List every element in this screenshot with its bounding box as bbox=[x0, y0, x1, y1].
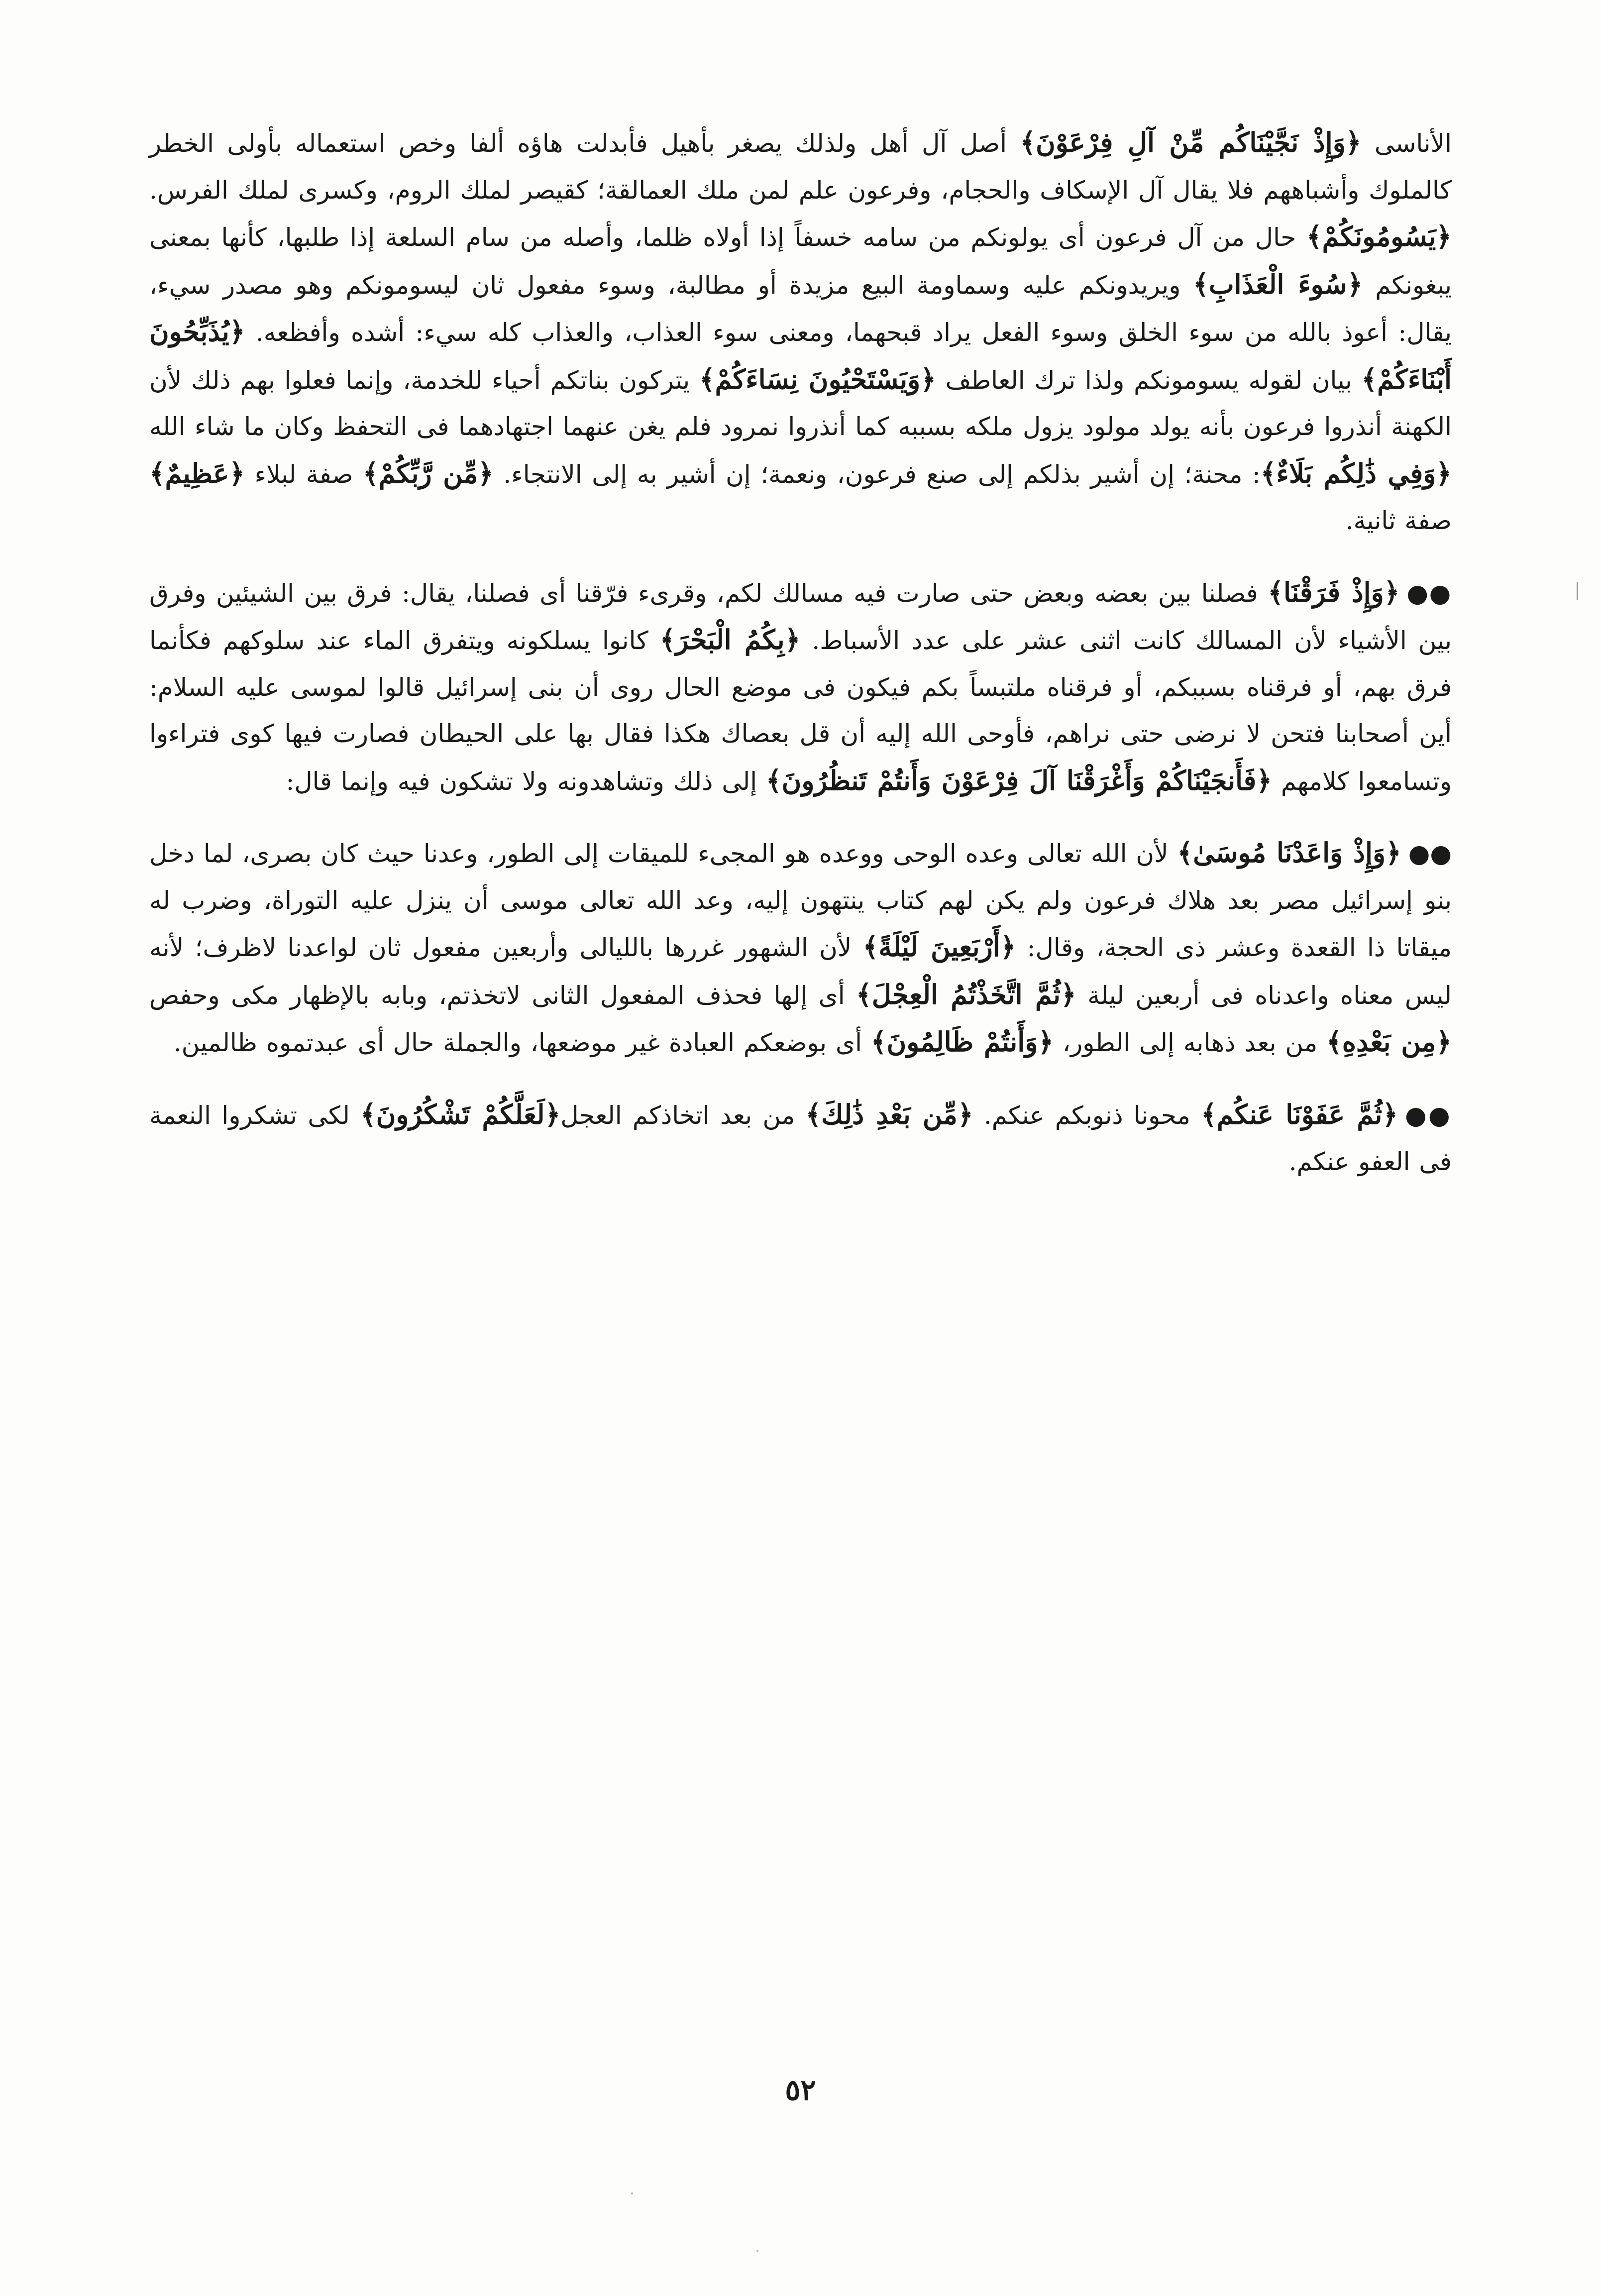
commentary-text: أصل آل أهل ولذلك يصغر بأهيل فأبدلت هاؤه ألفا وخص استعماله بأولى الخطر كالملوك وأشباههم فلا يقال آل الإسكاف والحجام، وفرعون علم لمن ملك العمالقة؛ كقيصر لملك الروم، وكسرى لملك الفرس. bbox=[149, 129, 1452, 205]
bullet-marker: ●● bbox=[1405, 1100, 1452, 1130]
commentary-text: محونا ذنوبكم عنكم. bbox=[973, 1100, 1201, 1130]
scan-speck bbox=[756, 2250, 758, 2252]
commentary-text: صفة ثانية. bbox=[1345, 506, 1452, 535]
commentary-text: إلى ذلك وتشاهدونه ولا تشكون فيه وإنما قال: bbox=[286, 766, 766, 796]
quran-quote: ﴿فَأَنجَيْنَاكُمْ وَأَغْرَقْنَا آلَ فِرْعَوْنَ وَأَنتُمْ تَنظُرُونَ﴾ bbox=[766, 764, 1272, 796]
quran-quote: ﴿ثُمَّ اتَّخَذْتُمُ الْعِجْلَ﴾ bbox=[856, 978, 1076, 1010]
scan-speck bbox=[631, 2192, 633, 2194]
quran-quote: ﴿مِن بَعْدِهِ﴾ bbox=[1326, 1026, 1452, 1058]
quran-quote: ﴿وَيَسْتَحْيُونَ نِسَاءَكُمْ﴾ bbox=[699, 363, 936, 395]
quran-quote: ﴿وَفِي ذَٰلِكُم بَلَاءٌ﴾ bbox=[1260, 457, 1452, 489]
quran-quote: ﴿مِّن رَّبِّكُمْ﴾ bbox=[363, 457, 494, 489]
commentary-text: يتركون بناتكم أحياء للخدمة، وإنما فعلوا بهم ذلك لأن الكهنة أنذروا فرعون بأنه يولد مولود يزول ملكه بسببه كما أنذروا نمرود فلم يغن عنهما اجتهادهما فى التحفظ وكان ما شاء الله bbox=[149, 365, 1452, 441]
commentary-text: صفة لبلاء bbox=[245, 459, 363, 489]
quran-quote: ﴿ثُمَّ عَفَوْنَا عَنكُم﴾ bbox=[1201, 1098, 1398, 1130]
quran-quote: ﴿وَإِذْ فَرَقْنَا﴾ bbox=[1268, 576, 1400, 608]
commentary-text: لأن الشهور غررها بالليالى وأربعين مفعول ثان لواعدنا لاظرف؛ لأنه ليس معناه واعدناه فى أربعين ليلة bbox=[149, 933, 1452, 1010]
commentary-text: حال من آل فرعون أى يولونكم من سامه خسفاً إذا أولاه ظلما، وأصله من سام السلعة إذا طلبها، كأنها بمعنى يبغونكم bbox=[149, 223, 1452, 300]
commentary-text: لأن الله تعالى وعده الوحى ووعده هو المجىء للميقات إلى الطور، وعدنا حيث كان بصرى، لما دخل بنو إسرائيل مصر بعد هلاك فرعون ولم يكن لهم كتاب ينتهون إليه، وعد الله تعالى موسى أن ينزل عليه التوراة، وضرب له ميقاتا ذا القعدة وعشر ذى الحجة، وقال: bbox=[149, 839, 1452, 962]
commentary-text: ويريدونكم عليه وسماومة البيع مزيدة أو مطالبة، وسوء مفعول ثان ليسومونكم وهو مصدر سيء، يقال: أعوذ بالله من سوء الخلق وسوء الفعل يراد قبحهما، ومعنى سوء العذاب، والعذاب كله سيء: أشده وأفظعه. bbox=[149, 270, 1452, 347]
quran-quote: ﴿بِكُمُ الْبَحْرَ﴾ bbox=[659, 624, 801, 656]
quran-quote: ﴿وَإِذْ وَاعَدْنَا مُوسَىٰ﴾ bbox=[1177, 837, 1401, 869]
quran-quote: ﴿عَظِيمٌ﴾ bbox=[149, 457, 245, 489]
paragraph-4 bbox=[149, 1092, 1452, 1186]
commentary-text: بيان لقوله يسومونكم ولذا ترك العاطف bbox=[936, 365, 1362, 395]
bullet-marker: ●● bbox=[1406, 578, 1452, 608]
commentary-text: أى بوضعكم العبادة غير موضعها، والجملة حال أى عبدتموه ظالمين. bbox=[173, 1028, 871, 1057]
quran-quote: ﴿أَرْبَعِينَ لَيْلَةً﴾ bbox=[862, 931, 1016, 963]
commentary-text: كانوا يسلكونه ويتفرق الماء عند سلوكهم فكأنما فرق بهم، أو فرقناه بسببكم، أو فرقناه ملتبساً بكم فيكون فى موضع الحال روى أن بنى إسرائيل قالوا لموسى عليه السلام: أين أصحابنا فتحن لا نرضى حتى نراهم، فأوحى الله إليه أن قل بعصاك هكذا فقال بها على الحيطان فصارت فيها كوى فتراءوا وتسامعوا كلامهم bbox=[149, 626, 1452, 796]
margin-mark bbox=[1577, 582, 1578, 600]
quran-quote: ﴿وَأَنتُمْ ظَالِمُونَ﴾ bbox=[870, 1026, 1054, 1058]
paragraph-1 bbox=[149, 119, 1452, 545]
quran-quote: ﴿يَسُومُونَكُمْ﴾ bbox=[1306, 220, 1452, 252]
bullet-marker: ●● bbox=[1408, 839, 1452, 868]
paragraph-2 bbox=[149, 569, 1452, 805]
commentary-text: فصلنا بين بعضه وبعض حتى صارت فيه مسالك لكم، وقرىء فرّقنا أى فصلنا، يقال: فرق بين الشيئين وفرق بين الأشياء لأن المسالك كانت اثنى عشر على عدد الأسباط. bbox=[149, 578, 1452, 655]
commentary-text: من بعد اتخاذكم العجل bbox=[560, 1100, 806, 1130]
quran-quote: ﴿سُوءَ الْعَذَابِ﴾ bbox=[1193, 268, 1363, 300]
body-text bbox=[149, 119, 1452, 1186]
commentary-text: من بعد ذهابه إلى الطور، bbox=[1054, 1028, 1327, 1057]
paragraph-3 bbox=[149, 830, 1452, 1067]
quran-quote: ﴿وَإِذْ نَجَّيْنَاكُم مِّنْ آلِ فِرْعَوْنَ﴾ bbox=[1020, 126, 1362, 158]
commentary-text: لكى تشكروا النعمة فى العفو عنكم. bbox=[149, 1100, 1452, 1176]
commentary-text: الأناسى bbox=[1361, 129, 1452, 158]
page-number: ٥٢ bbox=[785, 2073, 816, 2107]
quran-quote: ﴿مِّن بَعْدِ ذَٰلِكَ﴾ bbox=[805, 1098, 973, 1130]
commentary-text: أى إلها فحذف المفعول الثانى لاتخذتم، وبابه بالإظهار مكى وحفص bbox=[149, 981, 856, 1010]
quran-quote: ﴿يُذَبِّحُونَ أَبْنَاءَكُمْ﴾ bbox=[149, 316, 1452, 395]
quran-quote: ﴿لَعَلَّكُمْ تَشْكُرُونَ﴾ bbox=[360, 1098, 561, 1130]
commentary-text: : محنة؛ إن أشير بذلكم إلى صنع فرعون، ونعمة؛ إن أشير به إلى الانتجاء. bbox=[493, 459, 1261, 489]
